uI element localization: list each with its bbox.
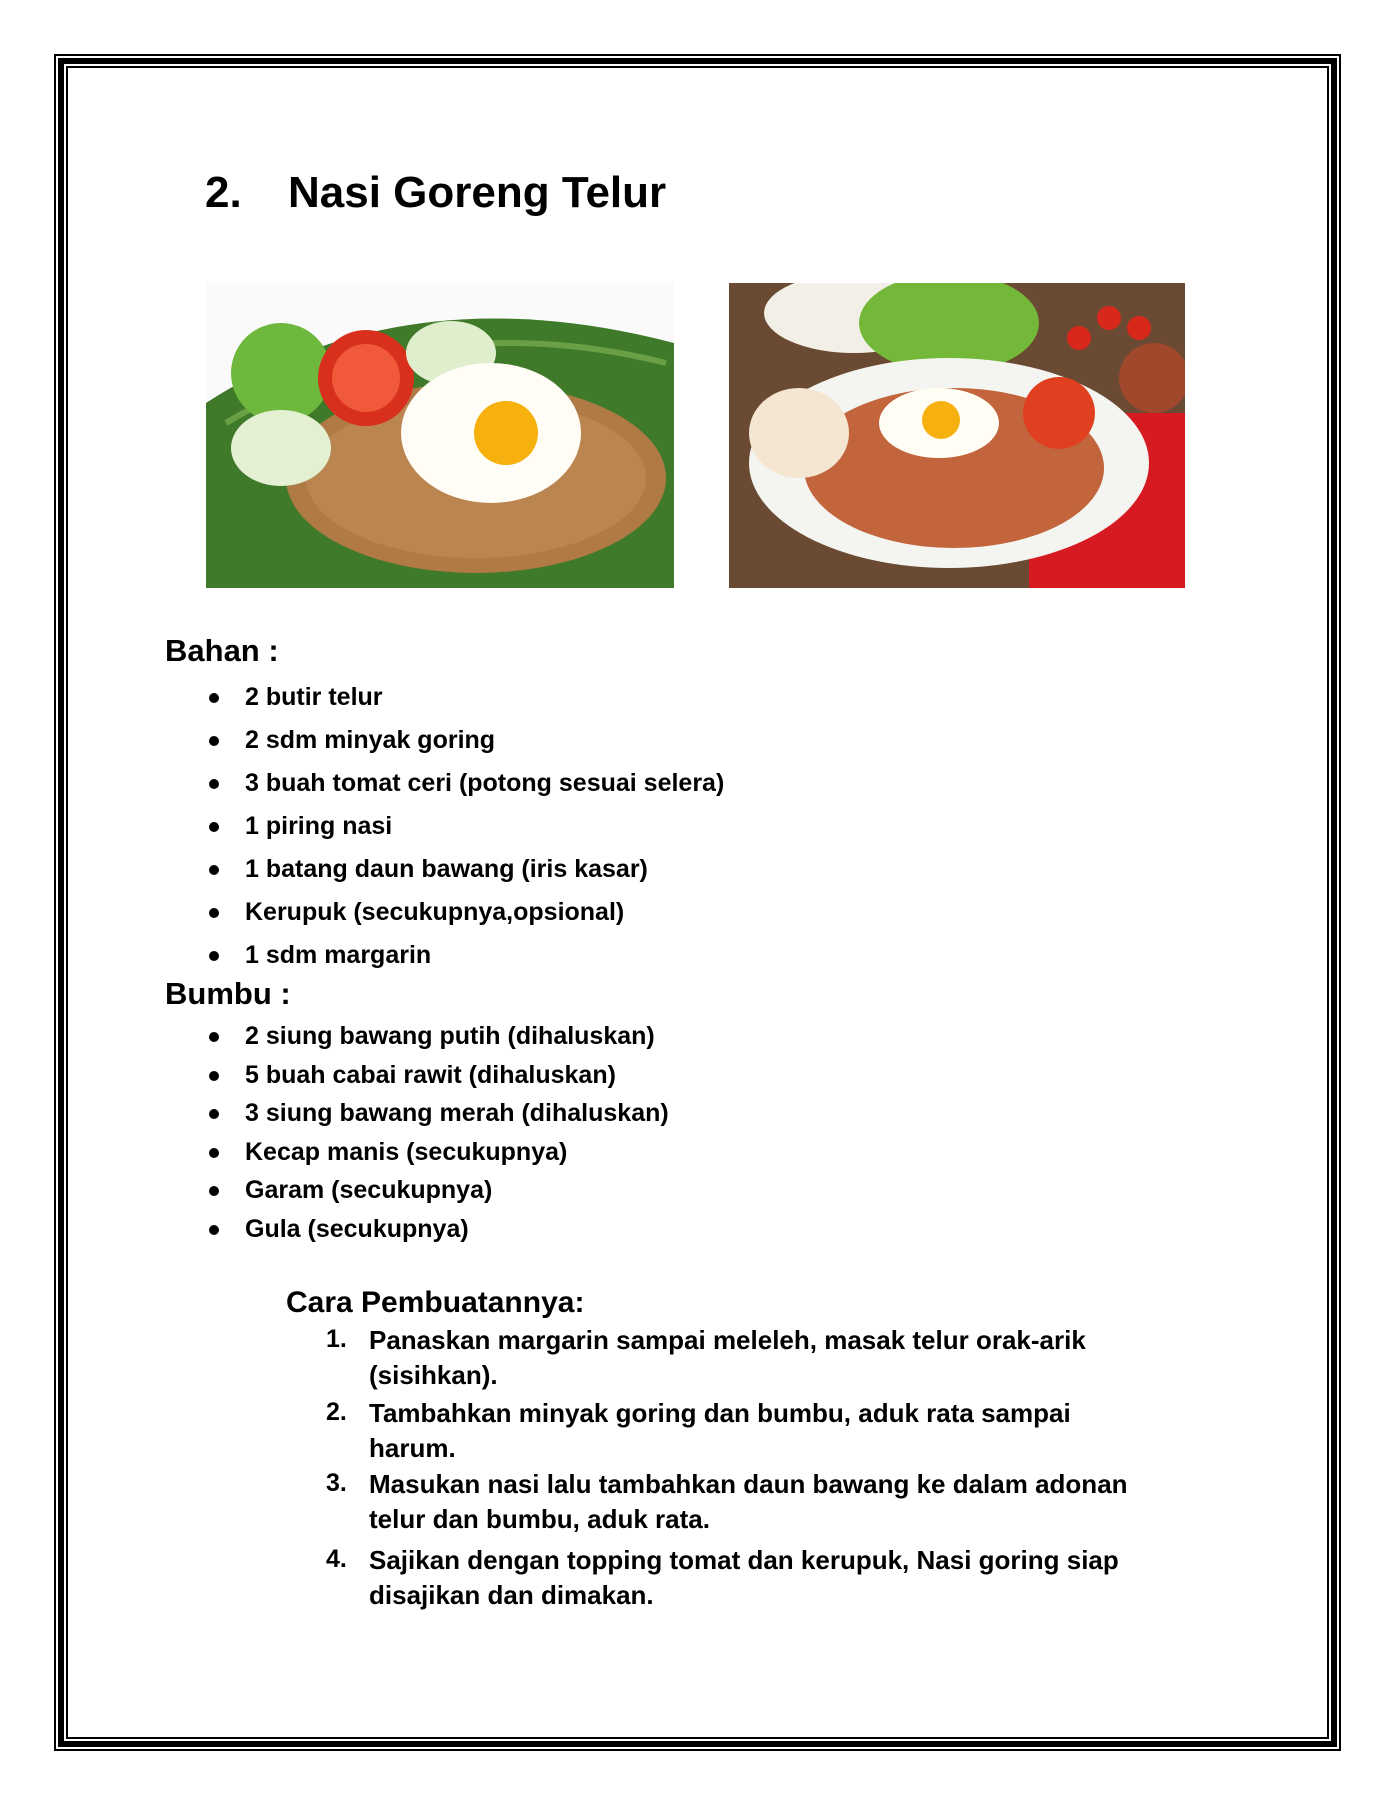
step-text-line: (sisihkan). xyxy=(369,1360,498,1390)
page-title xyxy=(205,168,666,218)
seasoning-item: 5 buah cabai rawit (dihaluskan) xyxy=(245,1060,616,1089)
bullet-icon xyxy=(209,779,219,789)
nasi-goreng-banana-leaf-photo xyxy=(206,283,674,588)
ingredient-item: Kerupuk (secukupnya,opsional) xyxy=(245,898,625,926)
bullet-icon xyxy=(209,1032,219,1042)
step-number: 3. xyxy=(326,1469,347,1497)
step-number: 4. xyxy=(326,1545,347,1573)
ingredient-item: 3 buah tomat ceri (potong sesuai selera) xyxy=(245,769,725,797)
ingredient-item: 2 sdm minyak goring xyxy=(245,726,496,754)
step-text-line: Tambahkan minyak goring dan bumbu, aduk rata sampai xyxy=(369,1398,1071,1428)
step-text-line: Masukan nasi lalu tambahkan daun bawang ke dalam adonan xyxy=(369,1469,1128,1499)
bullet-icon xyxy=(209,822,219,832)
bullet-icon xyxy=(209,736,219,746)
step-text-line: Sajikan dengan topping tomat dan kerupuk, Nasi goring siap xyxy=(369,1545,1119,1575)
seasoning-item: 3 siung bawang merah (dihaluskan) xyxy=(245,1099,669,1127)
nasi-goreng-plate-photo xyxy=(729,283,1185,588)
cara-heading: Cara Pembuatannya: xyxy=(286,1286,585,1319)
ingredient-item: 2 butir telur xyxy=(245,683,383,711)
step-text-line: telur dan bumbu, aduk rata. xyxy=(369,1504,710,1534)
bullet-icon xyxy=(209,1148,219,1158)
seasoning-item: 2 siung bawang putih (dihaluskan) xyxy=(245,1022,655,1050)
title-text: Nasi Goreng Telur xyxy=(288,168,667,217)
seasoning-item: Garam (secukupnya) xyxy=(245,1176,493,1204)
bullet-icon xyxy=(209,951,219,961)
step-number: 1. xyxy=(326,1325,347,1353)
bullet-icon xyxy=(209,693,219,703)
bullet-icon xyxy=(209,908,219,918)
ingredient-item: 1 batang daun bawang (iris kasar) xyxy=(245,855,648,883)
seasoning-item: Kecap manis (secukupnya) xyxy=(245,1137,568,1166)
step-text-line: disajikan dan dimakan. xyxy=(369,1580,654,1610)
ingredient-item: 1 sdm margarin xyxy=(245,941,432,969)
seasoning-item: Gula (secukupnya) xyxy=(245,1214,469,1243)
bumbu-heading: Bumbu : xyxy=(165,976,291,1011)
step-text-line: harum. xyxy=(369,1433,456,1463)
bullet-icon xyxy=(209,1225,219,1235)
title-number: 2. xyxy=(205,168,242,217)
bullet-icon xyxy=(209,1186,219,1196)
bullet-icon xyxy=(209,865,219,875)
ingredient-item: 1 piring nasi xyxy=(245,812,393,840)
bullet-icon xyxy=(209,1109,219,1119)
step-text-line: Panaskan margarin sampai meleleh, masak telur orak-arik xyxy=(369,1325,1086,1355)
bullet-icon xyxy=(209,1071,219,1081)
bahan-heading: Bahan : xyxy=(165,633,279,668)
step-number: 2. xyxy=(326,1398,347,1426)
